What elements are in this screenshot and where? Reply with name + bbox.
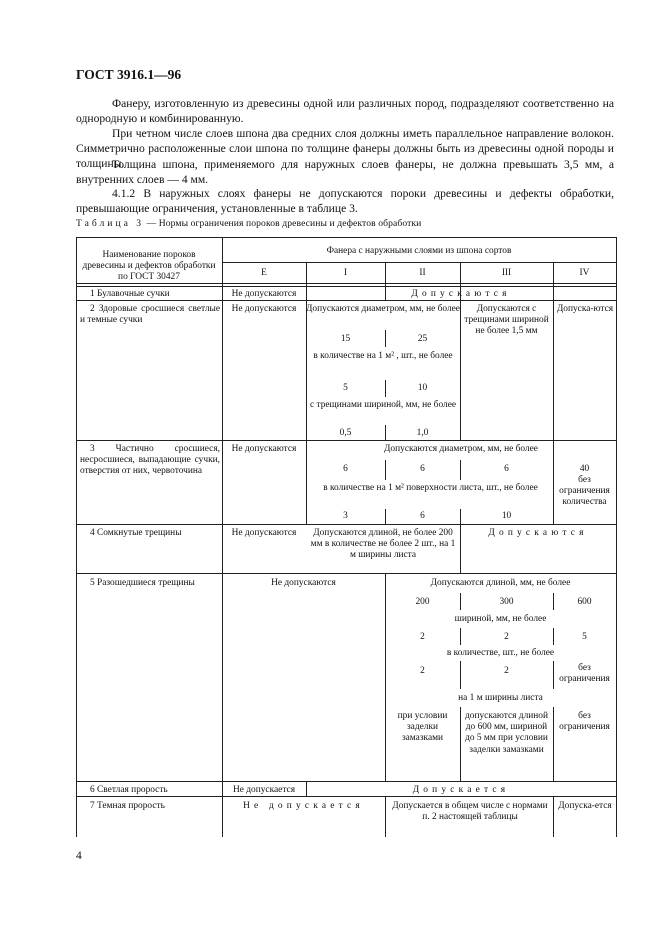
row5-len-600: 600	[577, 597, 592, 607]
row3-val-b3: 10	[501, 511, 512, 521]
grade-ii: II	[419, 268, 426, 278]
row2-val-15: 15	[340, 334, 351, 344]
table-caption-prefix: Таблица 3	[76, 218, 145, 229]
row5-e-i: Не допускаются	[271, 578, 336, 588]
row5-len-300: 300	[499, 597, 514, 607]
row3-name: 3 Частично сросшиеся, несросшиеся, выпадающие сучки, отверстия от них, червоточина	[80, 444, 220, 477]
row5-width-text: шириной, мм, не более	[454, 614, 547, 624]
row4-e: Не допускаются	[231, 528, 297, 538]
grade-iii: III	[501, 268, 512, 278]
row6-rest: Допускается	[412, 785, 510, 795]
row1-name: 1 Булавочные сучки	[90, 289, 170, 299]
document-header: ГОСТ 3916.1—96	[76, 67, 182, 82]
row5-qty-2b: 2	[504, 666, 509, 676]
group-header: Фанера с наружными слоями из шпона сортов	[326, 246, 512, 256]
paragraph-4: 4.1.2 В наружных слоях фанеры не допускаются пороки древесины и дефекты обработки, превышающие ограничения, установленные в таблице 3.	[76, 187, 614, 216]
row5-len-200: 200	[415, 597, 430, 607]
row2-cracks-text: с трещинами шириной, мм, не более	[309, 400, 457, 410]
row3-quantity-text: в количестве на 1 м² поверхности листа, шт., не более	[323, 483, 538, 493]
paragraph-3: Толщина шпона, применяемого для наружных слоев фанеры, не должна превышать 3,5 мм, а внутренних слоев — 4 мм.	[76, 158, 614, 187]
row5-iv-condition: без ограничения	[559, 711, 610, 733]
table-caption	[76, 218, 421, 229]
row2-diameter-text: Допускаются диаметром, мм, не более	[306, 304, 460, 314]
row4-name: 4 Сомкнутые трещины	[90, 528, 182, 538]
row7-iv: Допуска-ется	[558, 801, 612, 811]
row3-val-a4: 40	[579, 464, 590, 474]
grade-i: I	[343, 268, 348, 278]
table-caption-text: — Нормы ограничения пороков древесины и дефектов обработки	[146, 218, 422, 229]
row3-iv-note: без ограничения количества	[559, 475, 610, 508]
row2-val-05: 0,5	[339, 428, 352, 438]
col-header-defects: Наименование пороков древесины и дефектов обработки по ГОСТ 30427	[82, 250, 216, 283]
row2-quantity-text: в количестве на 1 м² , шт., не более	[313, 351, 453, 361]
row2-val-25: 25	[417, 334, 428, 344]
row7-e-i: Не допускается	[243, 801, 364, 811]
row3-val-a1: 6	[343, 464, 348, 474]
row7-name: 7 Темная прорость	[90, 801, 165, 811]
row5-qty-2a: 2	[420, 666, 425, 676]
row5-iii-condition: допускаются длиной до 600 мм, шириной до 5 мм при условии заделки замазками	[465, 711, 548, 755]
row7-ii-iii: Допускается в общем числе с нормами п. 2 настоящей таблицы	[392, 801, 548, 823]
grade-e: E	[261, 268, 267, 278]
row6-name: 6 Светлая прорость	[90, 785, 168, 795]
row5-width-2a: 2	[420, 632, 425, 642]
row6-e: Не допускается	[232, 785, 296, 795]
row2-name: 2 Здоровые сросшиеся светлые и темные сучки	[80, 304, 220, 326]
row5-per-width-text: на 1 м ширины листа	[458, 693, 543, 703]
row5-name: 5 Разошедшиеся трещины	[90, 578, 195, 588]
row2-val-5: 5	[343, 383, 348, 393]
row3-val-b1: 3	[343, 511, 348, 521]
row3-e: Не допускаются	[231, 444, 297, 454]
row1-e: Не допускаются	[231, 289, 297, 299]
row4-i-ii: Допускаются длиной, не более 200 мм в количестве не более 2 шт., на 1 м ширины листа	[310, 528, 456, 561]
row5-width-2b: 2	[504, 632, 509, 642]
row2-val-10b: 1,0	[416, 428, 429, 438]
row4-rest: Допускаются	[488, 528, 588, 538]
row5-width-5: 5	[582, 632, 587, 642]
page-number: 4	[76, 850, 82, 862]
row2-val-10: 10	[417, 383, 428, 393]
row3-diameter-text: Допускаются диаметром, мм, не более	[384, 444, 538, 454]
paragraph-2: При четном числе слоев шпона два средних слоя должны иметь параллельное направление волокон. Симметрично расположенные слои шпона по толщине фанеры должны быть из древесины одной породы и толщины.	[76, 127, 614, 171]
row5-length-text: Допускаются длиной, мм, не более	[430, 578, 571, 588]
row3-val-a3: 6	[504, 464, 509, 474]
row2-iv: Допуска-ются	[556, 304, 614, 314]
row2-iii: Допускаются с трещинами шириной не более 1,5 мм	[464, 304, 549, 337]
grade-iv: IV	[579, 268, 590, 278]
paragraph-1: Фанеру, изготовленную из древесины одной или различных пород, подразделяют соответственно на однородную и комбинированную.	[76, 97, 614, 126]
row5-qty-unlimited: без ограничения	[559, 663, 610, 685]
row1-rest: Допускаются	[411, 289, 511, 299]
row3-val-a2: 6	[420, 464, 425, 474]
row3-val-b2: 6	[420, 511, 425, 521]
row2-e: Не допускаются	[231, 304, 297, 314]
row5-ii-condition: при условии заделки замазками	[397, 711, 448, 744]
row5-quantity-text: в количестве, шт., не более	[446, 648, 555, 658]
